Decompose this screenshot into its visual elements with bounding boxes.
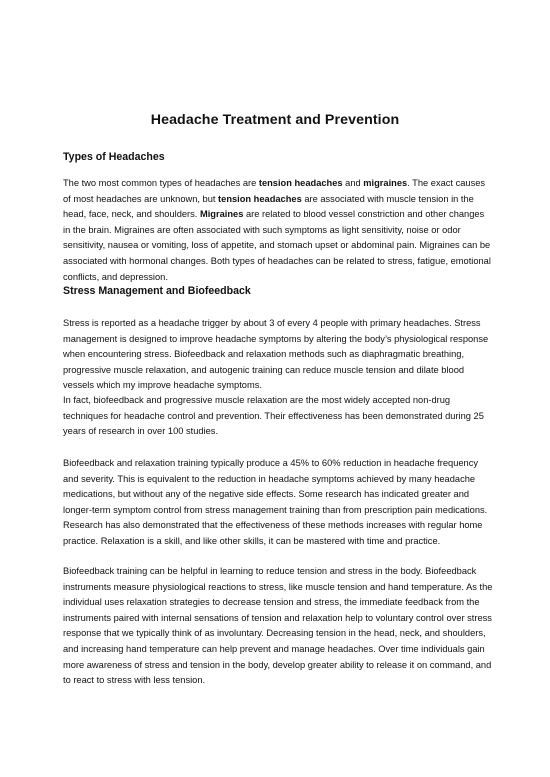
paragraph-biofeedback-training: Biofeedback training can be helpful in learning to reduce tension and stress in the body. Biofeedback instruments measure physiological reactions to stress, like muscle tension and hand temperature. As the individual uses relaxation strategies to decrease tension and stress, the immediate feedback from the instruments paired with internal sensations of tension and relaxation help to voluntary control over stress response that we typically think of as involuntary. Decreasing tension in the head, neck, and shoulders, and increasing hand temperature can help prevent and manage headaches. Over time individuals gain more awareness of stress and tension in the body, develop greater ability to release it on command, and to react to stress with less tension. (63, 566, 493, 686)
paragraph-reduction-results: Biofeedback and relaxation training typically produce a 45% to 60% reduction in headache frequency and severity. This is equivalent to the reduction in headache symptoms achieved by many headache medications, but without any of the negative side effects. Some research has indicated greater and longer-term symptom control from stress management training than from prescription pain medications. Research has also demonstrated that the effectiveness of these methods increases with regular home practice. Relaxation is a skill, and like other skills, it can be mastered with time and practice. (63, 458, 488, 546)
paragraph-biofeedback-accepted: In fact, biofeedback and progressive muscle relaxation are the most widely accepted non-drug techniques for headache control and prevention. Their effectiveness has been demonstrated during 25 years of research in over 100 studies. (63, 395, 484, 437)
paragraph-types-of-headaches (63, 176, 493, 285)
bold-term-migraines: migraines (363, 178, 408, 188)
bold-term-tension-headaches: tension headaches (258, 178, 343, 188)
section-heading-types-of-headaches: Types of Headaches (63, 151, 165, 163)
bold-term-migraines: Migraines (199, 209, 244, 220)
text-run: . The exact causes of most headaches are unknown, but (63, 178, 486, 204)
text-run: are related to blood vessel constriction and other changes in the brain. Migraines are often associated with such symptoms as light sensitivity, noise or odor sensitivity, nausea or vomiting, loss of appetite, and stomach upset or abdominal pain. Migraines can be associated with hormonal changes. Both types of headaches can be related to stress, fatigue, emotional conflicts, and depression. (63, 209, 491, 282)
section-heading-stress-management: Stress Management and Biofeedback (63, 285, 251, 297)
document-title: Headache Treatment and Prevention (150, 112, 400, 128)
text-run: The two most common types of headaches are (63, 178, 259, 188)
text-run: and (342, 178, 364, 188)
text-run: are associated with muscle tension in the head, face, neck, and shoulders. (63, 193, 474, 220)
paragraph-stress-trigger: Stress is reported as a headache trigger by about 3 of every 4 people with primary headaches. Stress management is designed to improve headache symptoms by altering the body’s physiological response when encountering stress. Biofeedback and relaxation methods such as diaphragmatic breathing, progressive muscle relaxation, and autogenic training can reduce muscle tension and dilate blood vessels which my improve headache symptoms. (63, 318, 489, 391)
bold-term-tension-headaches: tension headaches (218, 193, 302, 204)
